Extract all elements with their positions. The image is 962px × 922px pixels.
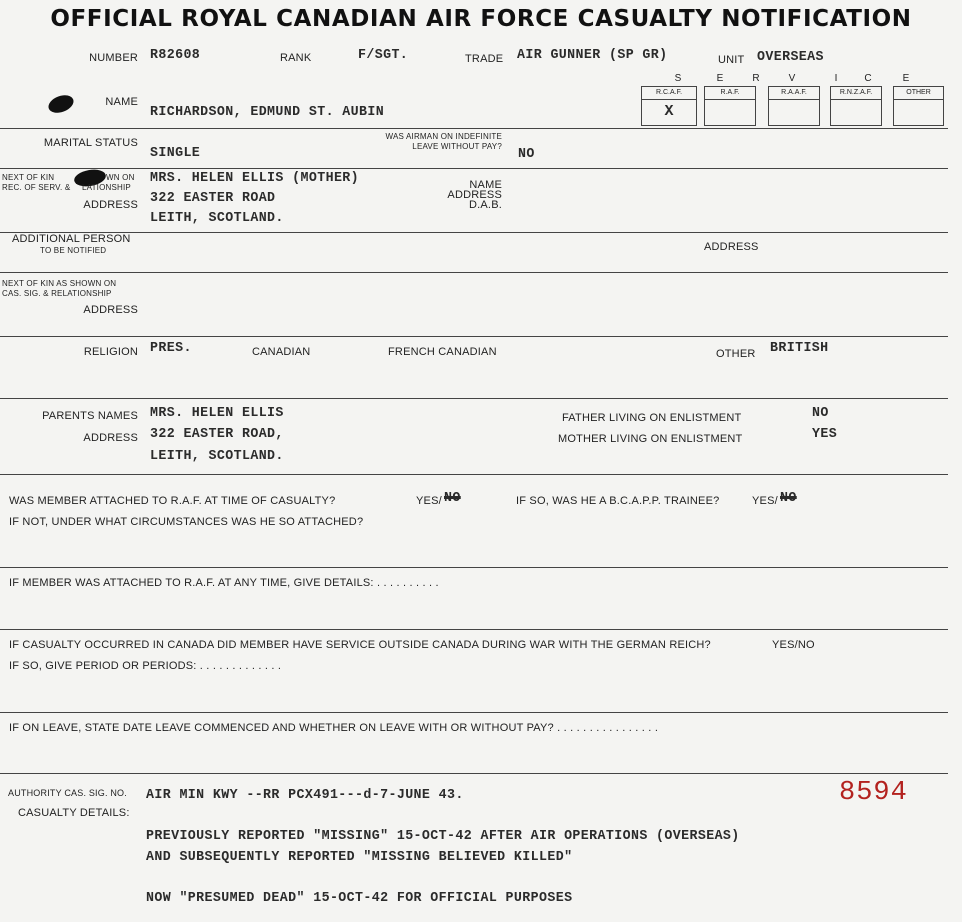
nad-dab-label: D.A.B. [469, 199, 502, 211]
religion-value: PRES. [150, 340, 192, 356]
french-canadian-label: FRENCH CANADIAN [388, 346, 497, 358]
mother-living-label: MOTHER LIVING ON ENLISTMENT [558, 433, 743, 445]
nok-label-1: NEXT OF KIN [2, 173, 55, 182]
service-letter: V [788, 73, 796, 84]
raf-no-struck: NO [444, 490, 461, 506]
nok-label-2: REC. OF SERV. & [2, 183, 71, 192]
authority-label: AUTHORITY CAS. SIG. NO. [8, 788, 127, 798]
period-question: IF SO, GIVE PERIOD OR PERIODS: . . . . . . . . . . . . . [9, 660, 282, 672]
nok-cas-address-label: ADDRESS [83, 304, 138, 316]
form-title: OFFICIAL ROYAL CANADIAN AIR FORCE CASUALTY NOTIFICATION [50, 6, 912, 32]
service-letter: I [834, 73, 838, 84]
other-nationality-value: BRITISH [770, 340, 829, 356]
service-letter: C [864, 73, 872, 84]
indefinite-leave-label-1: WAS AIRMAN ON INDEFINITE [385, 132, 502, 141]
religion-label: RELIGION [83, 346, 138, 358]
to-be-notified-label: TO BE NOTIFIED [40, 246, 107, 255]
parents-address-line-1: 322 EASTER ROAD, [150, 426, 284, 442]
service-box-raf [704, 86, 756, 126]
name-value: RICHARDSON, EDMUND ST. AUBIN [150, 104, 385, 120]
bcapp-yes-no-label: YES/ [752, 495, 778, 507]
parents-name-value: MRS. HELEN ELLIS [150, 405, 284, 421]
father-living-value: NO [812, 405, 829, 421]
father-living-label: FATHER LIVING ON ENLISTMENT [562, 412, 742, 424]
nok-address-label: ADDRESS [83, 199, 138, 211]
nok-label-2b: LATIONSHIP [82, 183, 131, 192]
parents-address-line-2: LEITH, SCOTLAND. [150, 448, 284, 464]
leave-question: IF ON LEAVE, STATE DATE LEAVE COMMENCED AND WHETHER ON LEAVE WITH OR WITHOUT PAY? . . . . . . . . . . . . . . . . [9, 722, 659, 734]
marital-status-label: MARITAL STATUS [43, 137, 138, 149]
rule [0, 712, 948, 713]
service-box-label: R.C.A.F. [642, 87, 696, 100]
number-value: R82608 [150, 47, 201, 63]
casualty-details-line-1: PREVIOUSLY REPORTED "MISSING" 15-OCT-42 AFTER AIR OPERATIONS (OVERSEAS) [146, 828, 740, 844]
mother-living-value: YES [812, 426, 838, 442]
rule [0, 128, 948, 129]
rule [0, 474, 948, 475]
canada-service-question: IF CASUALTY OCCURRED IN CANADA DID MEMBER HAVE SERVICE OUTSIDE CANADA DURING WAR WITH THE GERMAN REICH? [9, 639, 711, 651]
casualty-details-line-3: NOW "PRESUMED DEAD" 15-OCT-42 FOR OFFICIAL PURPOSES [146, 890, 573, 906]
marital-status-value: SINGLE [150, 145, 201, 161]
casualty-details-line-2: AND SUBSEQUENTLY REPORTED "MISSING BELIEVED KILLED" [146, 849, 573, 865]
service-box-rnzaf [830, 86, 882, 126]
canada-yes-no-label: YES/NO [772, 639, 815, 651]
file-number-stamp: 8594 [839, 778, 908, 808]
nok-name-value: MRS. HELEN ELLIS (MOTHER) [150, 170, 360, 186]
rule [0, 336, 948, 337]
parents-names-label: PARENTS NAMES [42, 410, 138, 422]
nok-address-line-2: LEITH, SCOTLAND. [150, 210, 284, 226]
service-letter: S [674, 73, 682, 84]
name-label: NAME [105, 96, 138, 108]
casualty-details-label: CASUALTY DETAILS: [18, 807, 130, 819]
nok-cas-label-2: CAS. SIG. & RELATIONSHIP [2, 289, 112, 298]
raf-attached-question: WAS MEMBER ATTACHED TO R.A.F. AT TIME OF CASUALTY? [9, 495, 336, 507]
service-box-rcaf [641, 86, 697, 126]
trade-label: TRADE [465, 53, 504, 65]
service-box-label: R.A.F. [705, 87, 755, 100]
rule [0, 398, 948, 399]
nok-address-line-1: 322 EASTER ROAD [150, 190, 276, 206]
other-label: OTHER [716, 348, 756, 360]
raf-yes-no-label: YES/ [416, 495, 442, 507]
parents-address-label: ADDRESS [83, 432, 138, 444]
indefinite-leave-value: NO [518, 146, 535, 162]
raf-any-time-question: IF MEMBER WAS ATTACHED TO R.A.F. AT ANY TIME, GIVE DETAILS: . . . . . . . . . . [9, 577, 439, 589]
service-box-label: R.N.Z.A.F. [831, 87, 881, 100]
service-box-label: R.A.A.F. [769, 87, 819, 100]
number-label: NUMBER [89, 52, 138, 64]
circumstances-question: IF NOT, UNDER WHAT CIRCUMSTANCES WAS HE SO ATTACHED? [9, 516, 364, 528]
trade-value: AIR GUNNER (SP GR) [517, 47, 668, 63]
service-box-raaf [768, 86, 820, 126]
service-box-mark: X [664, 103, 674, 120]
service-letter: E [902, 73, 910, 84]
bcapp-question: IF SO, WAS HE A B.C.A.P.P. TRAINEE? [516, 495, 720, 507]
service-box-other [893, 86, 944, 126]
nad-address-label: ADDRESS [447, 189, 502, 201]
rule [0, 629, 948, 630]
rule [0, 773, 948, 774]
rule [0, 567, 948, 568]
unit-value: OVERSEAS [757, 49, 824, 65]
rule [0, 232, 948, 233]
rank-value: F/SGT. [358, 47, 409, 63]
service-letter: R [752, 73, 760, 84]
authority-value: AIR MIN KWY --RR PCX491---d-7-JUNE 43. [146, 787, 464, 803]
service-box-label: OTHER [894, 87, 943, 100]
nad-name-label: NAME [469, 179, 502, 191]
canadian-label: CANADIAN [252, 346, 311, 358]
additional-person-label: ADDITIONAL PERSON [12, 233, 131, 245]
indefinite-leave-label-2: LEAVE WITHOUT PAY? [412, 142, 502, 151]
additional-address-label: ADDRESS [704, 241, 759, 253]
nok-label-1b: WN ON [106, 173, 135, 182]
unit-label: UNIT [718, 54, 745, 66]
rule [0, 168, 948, 169]
rule [0, 272, 948, 273]
nok-cas-label-1: NEXT OF KIN AS SHOWN ON [2, 279, 117, 288]
bcapp-no-struck: NO [780, 490, 797, 506]
rank-label: RANK [280, 52, 312, 64]
service-letter: E [716, 73, 724, 84]
